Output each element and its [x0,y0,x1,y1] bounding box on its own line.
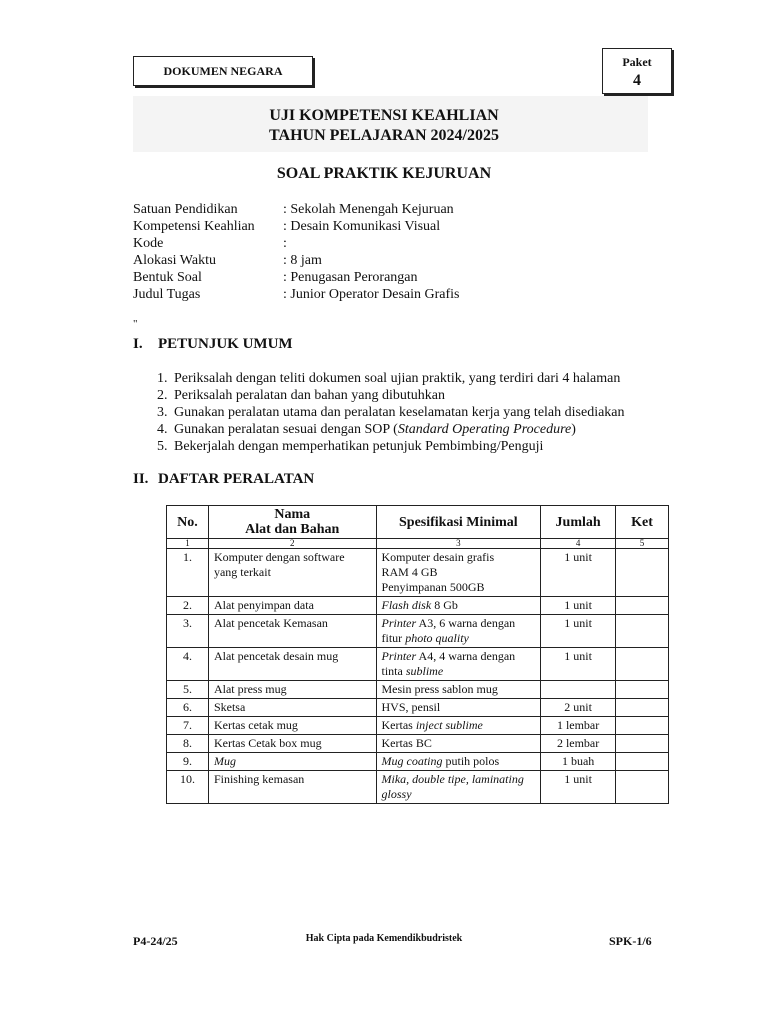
info-value: : Penugasan Perorangan [283,270,418,285]
cell-name: Kertas cetak mug [208,717,376,735]
info-label: Judul Tugas [133,287,201,302]
cell-spec: Kertas BC [376,735,541,753]
stray-mark: " [133,318,138,330]
header-nama-line2: Alat dan Bahan [245,522,340,537]
cell-ket [616,771,669,804]
cell-name: Alat pencetak desain mug [208,648,376,681]
section-2-number: II. [133,471,149,487]
info-row [133,201,460,218]
info-label: Satuan Pendidikan [133,202,238,217]
cell-ket [616,753,669,771]
cell-spec [376,753,541,771]
cell-qty: 1 buah [541,753,616,771]
cell-no: 7. [167,717,209,735]
cell-name: Alat press mug [208,681,376,699]
cell-qty: 1 lembar [541,717,616,735]
spec-text: 8 Gb [431,598,458,612]
section-2-heading [133,471,314,488]
cell-no: 4. [167,648,209,681]
info-value: : [283,236,287,251]
instruction-list [157,370,625,455]
list-number: 2. [157,388,168,403]
list-number: 5. [157,439,168,454]
info-row [133,269,460,286]
header-ket: Ket [616,506,669,539]
cell-qty [541,681,616,699]
cell-no: 2. [167,597,209,615]
spec-emphasis: Mug coating [381,754,443,768]
title-line-1: UJI KOMPETENSI KEAHLIAN [269,107,499,124]
table-row [167,615,669,648]
column-number: 3 [376,539,541,549]
table-row [167,549,669,597]
table-row [167,597,669,615]
paket-box [602,48,672,94]
list-text [174,421,576,438]
cell-no: 3. [167,615,209,648]
info-row [133,218,460,235]
info-value: : Junior Operator Desain Grafis [283,287,460,302]
table-row [167,699,669,717]
cell-qty: 1 unit [541,549,616,597]
cell-no: 1. [167,549,209,597]
spec-emphasis: sublime [405,664,444,678]
info-value: : 8 jam [283,253,322,268]
cell-spec [376,597,541,615]
list-item [157,438,625,455]
list-text: Gunakan peralatan utama dan peralatan keselamatan kerja yang telah disediakan [174,405,625,420]
section-1-title: PETUNJUK UMUM [158,336,293,352]
spec-text: A3, 6 warna dengan fitur [381,616,516,645]
cell-ket [616,735,669,753]
spec-text: Kertas [381,718,416,732]
column-number: 2 [208,539,376,549]
list-item [157,387,625,404]
spec-emphasis: photo quality [405,631,469,645]
cell-qty: 2 lembar [541,735,616,753]
cell-no: 9. [167,753,209,771]
paket-label: Paket [622,55,652,69]
footer-code: P4-24/25 [133,934,178,948]
section-1-number: I. [133,336,143,352]
name-emphasis: Mug [213,754,236,768]
cell-spec [376,615,541,648]
cell-name: Alat penyimpan data [208,597,376,615]
list-item [157,421,625,438]
spec-line: Komputer desain grafis [381,550,495,564]
cell-qty: 1 unit [541,648,616,681]
cell-spec: HVS, pensil [376,699,541,717]
spec-line: RAM 4 GB [381,565,438,579]
spec-emphasis: inject sublime [415,718,483,732]
list-number: 1. [157,371,168,386]
cell-no: 8. [167,735,209,753]
list-number: 3. [157,405,168,420]
cell-spec [376,549,541,597]
table-header-row [167,506,669,539]
equipment-table [166,505,669,804]
cell-qty: 2 unit [541,699,616,717]
spec-text: putih polos [442,754,500,768]
dokumen-negara-label: DOKUMEN NEGARA [133,56,313,86]
table-row [167,771,669,804]
cell-ket [616,717,669,735]
cell-no: 10. [167,771,209,804]
list-text: Periksalah peralatan dan bahan yang dibutuhkan [174,388,445,403]
cell-name: Sketsa [208,699,376,717]
spec-emphasis: Printer [381,616,417,630]
cell-spec: Mesin press sablon mug [376,681,541,699]
header-no: No. [167,506,209,539]
title-line-2: TAHUN PELAJARAN 2024/2025 [269,127,499,144]
cell-spec [376,648,541,681]
footer-copyright: Hak Cipta pada Kemendikbudristek [305,933,463,944]
cell-name: Komputer dengan software yang terkait [208,549,376,597]
cell-ket [616,549,669,597]
spec-emphasis: Flash disk [381,598,432,612]
section-1-heading [133,336,293,353]
list-text: Periksalah dengan teliti dokumen soal ujian praktik, yang terdiri dari 4 halaman [174,371,621,386]
cell-no: 5. [167,681,209,699]
info-label: Kompetensi Keahlian [133,219,255,234]
cell-name: Finishing kemasan [208,771,376,804]
info-row [133,235,460,252]
header-nama [208,506,376,539]
cell-spec [376,717,541,735]
table-row [167,717,669,735]
info-label: Kode [133,236,164,251]
spec-emphasis: Mika, double tipe, laminating glossy [381,772,524,801]
spec-text: A4, 4 warna dengan tinta [381,649,516,678]
info-block [133,201,460,303]
info-row [133,252,460,269]
header-jumlah: Jumlah [541,506,616,539]
cell-qty: 1 unit [541,597,616,615]
table-row [167,735,669,753]
spec-line: Penyimpanan 500GB [381,580,485,594]
cell-spec [376,771,541,804]
cell-name: Alat pencetak Kemasan [208,615,376,648]
cell-name: Kertas Cetak box mug [208,735,376,753]
header-nama-line1: Nama [274,507,311,522]
list-number: 4. [157,422,168,437]
cell-ket [616,597,669,615]
table-row [167,681,669,699]
cell-no: 6. [167,699,209,717]
list-text: Bekerjalah dengan memperhatikan petunjuk Pembimbing/Penguji [174,439,544,454]
cell-ket [616,615,669,648]
spec-emphasis: Printer [381,649,417,663]
subtitle: SOAL PRAKTIK KEJURUAN [276,165,492,182]
info-value: : Sekolah Menengah Kejuruan [283,202,454,217]
list-text-pre: Gunakan peralatan sesuai dengan SOP ( [174,422,398,437]
info-row [133,286,460,303]
cell-qty: 1 unit [541,615,616,648]
column-number: 4 [541,539,616,549]
column-number: 1 [167,539,209,549]
list-text-post: ) [571,422,576,437]
table-row [167,648,669,681]
header-spesifikasi: Spesifikasi Minimal [376,506,541,539]
cell-name [208,753,376,771]
cell-ket [616,648,669,681]
cell-ket [616,699,669,717]
list-item [157,370,625,387]
info-value: : Desain Komunikasi Visual [283,219,441,234]
list-text-emphasis: Standard Operating Procedure [397,422,572,437]
info-label: Bentuk Soal [133,270,202,285]
cell-ket [616,681,669,699]
section-2-title: DAFTAR PERALATAN [158,471,315,487]
cell-qty: 1 unit [541,771,616,804]
list-item [157,404,625,421]
info-label: Alokasi Waktu [133,253,216,268]
column-number-row [167,539,669,549]
table-row [167,753,669,771]
footer-page: SPK-1/6 [609,934,652,948]
paket-number: 4 [633,72,641,89]
column-number: 5 [616,539,669,549]
